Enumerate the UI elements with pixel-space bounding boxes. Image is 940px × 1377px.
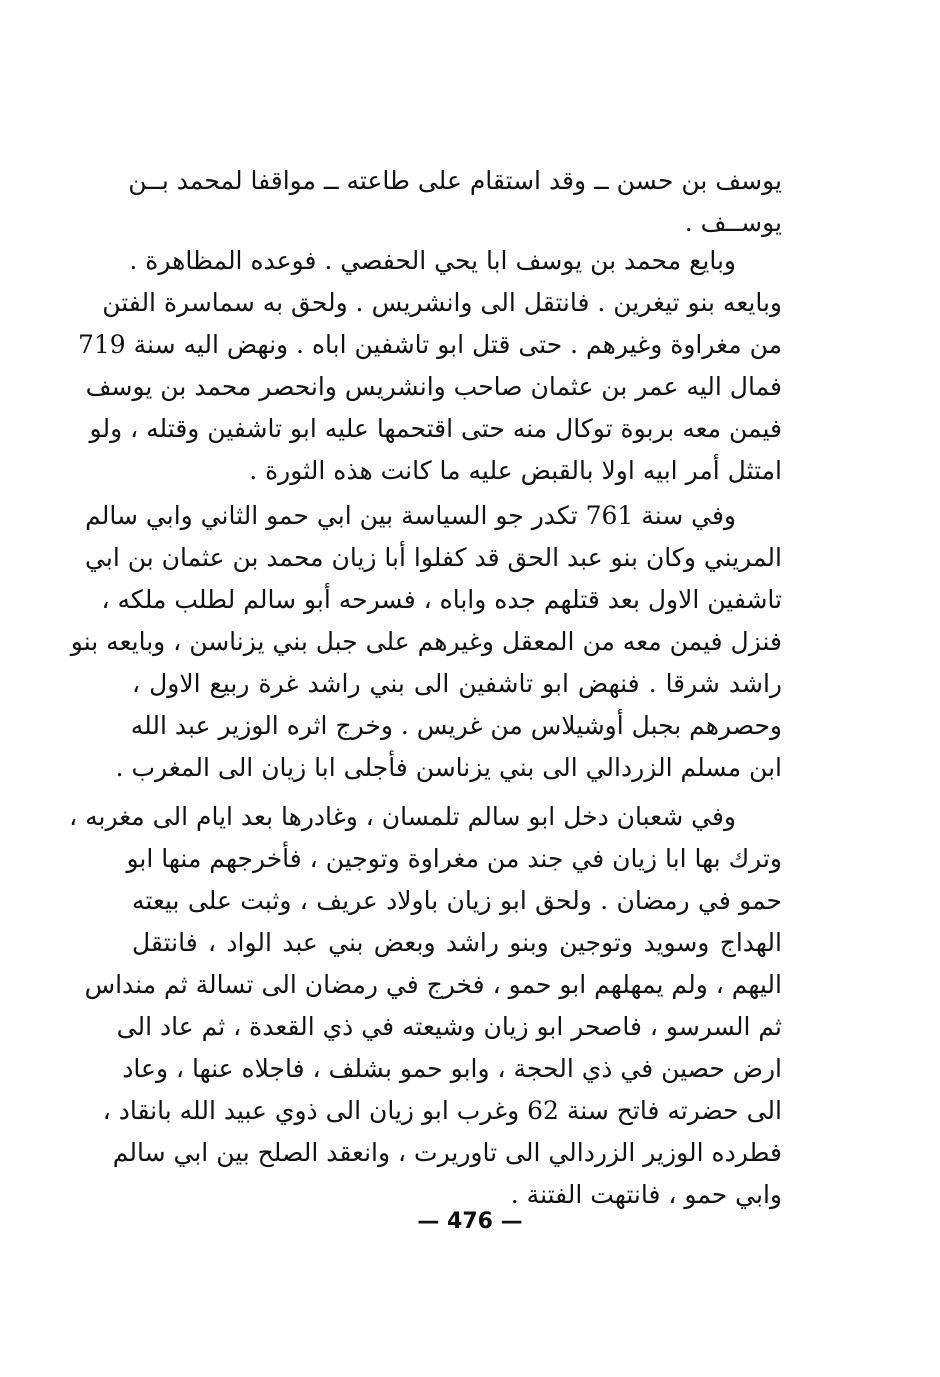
text-line: ارض حصين في ذي الحجة ، وابو حمو بشلف ، فاجلاه عنها ، وعاد (122, 1054, 782, 1083)
text-line: وابي حمو ، فانتهت الفتنة . (510, 1180, 782, 1209)
text-line: فمال اليه عمر بن عثمان صاحب وانشريس وانحصر محمد بن يوسف (85, 372, 782, 401)
text-line: فطرده الوزير الزردالي الى تاوريرت ، وانعقد الصلح بين ابي سالم (112, 1138, 782, 1167)
text-line: الهداج وسويد وتوجين وبنو راشد وبعض بني عبد الواد ، فانتقل (132, 928, 782, 957)
text-line: يوســف . (684, 208, 782, 237)
text-line: اليهم ، ولم يمهلهم ابو حمو ، فخرج في رمضان الى تسالة ثم منداس (84, 970, 782, 999)
text-line: من مغراوة وغيرهم . حتى قتل ابو تاشفين اباه . ونهض اليه سنة 719 (77, 330, 782, 359)
text-line: وفي شعبان دخل ابو سالم تلمسان ، وغادرها بعد ايام الى مغربه ، (69, 802, 736, 831)
paragraph (128, 160, 782, 244)
text-line: تاشفين الاول بعد قتلهم جده واباه ، فسرحه أبو سالم لطلب ملكه ، (101, 585, 782, 614)
paragraph (69, 796, 782, 1216)
text-line: وبايع محمد بن يوسف ابا يحي الحفصي . فوعده المظاهرة . (129, 246, 736, 275)
text-line: يوسف بن حسن ــ وقد استقام على طاعته ــ مواقفا لمحمد بــن (128, 166, 782, 195)
text-line: وحصرهم بجبل أوشيلاس من غريس . وخرج اثره الوزير عبد الله (130, 711, 782, 740)
text-line: فيمن معه بربوة توكال منه حتى اقتحمها عليه ابو تاشفين وقتله ، ولو (89, 414, 782, 443)
text-line: وترك بها ابا زيان في جند من مغراوة وتوجين ، فأخرجهم منها ابو (126, 844, 782, 873)
text-line: وبايعه بنو تيغرين . فانتقل الى وانشريس . ولحق به سماسرة الفتن (102, 288, 782, 317)
text-line: امتثل أمر ابيه اولا بالقبض عليه ما كانت هذه الثورة . (249, 456, 782, 485)
text-line: المريني وكان بنو عبد الحق قد كفلوا أبا زيان محمد بن عثمان بن ابي (85, 543, 782, 572)
paragraph (70, 495, 782, 789)
text-line: ثم السرسو ، فاصحر ابو زيان وشيعته في ذي القعدة ، ثم عاد الى (116, 1012, 782, 1041)
text-line: الى حضرته فاتح سنة 62 وغرب ابو زيان الى ذوي عبيد الله بانقاد ، (102, 1096, 782, 1125)
text-line: ابن مسلم الزردالي الى بني يزناسن فأجلى ابا زيان الى المغرب . (115, 753, 782, 782)
text-line: وفي سنة 761 تكدر جو السياسة بين ابي حمو الثاني وابي سالم (85, 501, 736, 530)
paragraph (77, 240, 782, 492)
text-line: راشد شرقا . فنهض ابو تاشفين الى بني راشد غرة ربيع الاول ، (132, 669, 782, 698)
text-line: فنزل فيمن معه من المعقل وغيرهم على جبل بني يزناسن ، وبايعه بنو (70, 627, 782, 656)
page-number: — 476 — (417, 1209, 523, 1234)
text-line: حمو في رمضان . ولحق ابو زيان باولاد عريف ، وثبت على بيعته (132, 886, 782, 915)
